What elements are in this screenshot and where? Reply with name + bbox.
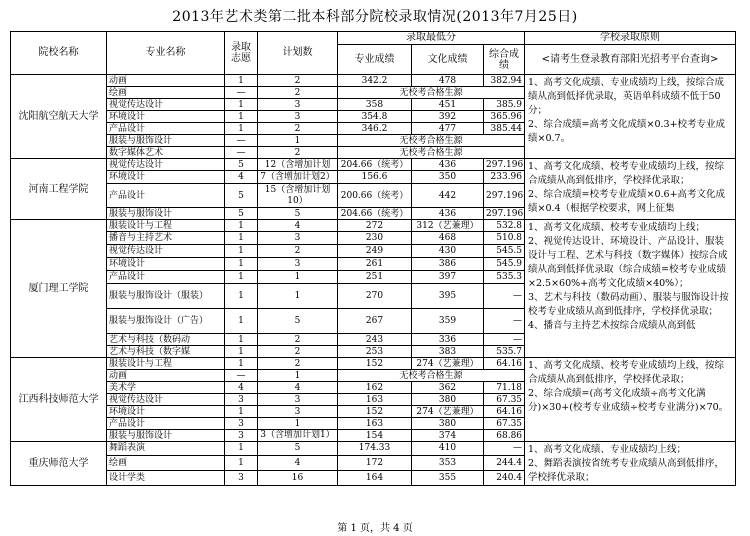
major-cell: 服装与服饰设计: [107, 430, 225, 442]
admit-cell: 1: [225, 232, 258, 245]
major-score-cell: 154: [338, 430, 412, 442]
school-name-cell: 江西科技师范大学: [11, 358, 107, 442]
major-score-cell: 249: [338, 245, 412, 258]
admission-rule-cell: [525, 442, 736, 486]
total-score-cell: 385.9: [484, 99, 525, 111]
major-score-cell: 172: [338, 455, 412, 470]
rule-text: [528, 359, 732, 415]
culture-score-cell: 355: [412, 470, 484, 485]
culture-score-cell: 374: [412, 430, 484, 442]
admit-cell: 1: [225, 358, 258, 370]
total-score-cell: 385.44: [484, 123, 525, 135]
table-row: [11, 75, 736, 87]
major-cell: 视觉传达设计: [107, 99, 225, 111]
rule-line: 2、综合成绩=校考专业成绩×0.6+高考文化成绩×0.4（根据学校要求，网上征集: [528, 189, 726, 214]
major-cell: 服装与服饰设计（广告）: [107, 309, 225, 334]
admit-cell: 3: [225, 418, 258, 430]
admit-cell: 5: [225, 159, 258, 171]
major-score-cell: 204.66（统考）: [338, 159, 412, 171]
admit-cell: —: [225, 147, 258, 159]
table-row: [11, 442, 736, 456]
major-cell: 服装与服饰设计（服装）: [107, 284, 225, 309]
school-name-cell: 河南工程学院: [11, 159, 107, 220]
culture-score-cell: 436: [412, 208, 484, 220]
total-score-cell: —: [484, 309, 525, 334]
admit-cell: 5: [225, 208, 258, 220]
plan-cell: 3: [258, 232, 338, 245]
admit-cell: 3: [225, 470, 258, 485]
total-score-cell: 64.16: [484, 358, 525, 370]
major-cell: 产品设计: [107, 271, 225, 284]
major-score-cell: 253: [338, 346, 412, 358]
total-score-cell: 67.35: [484, 418, 525, 430]
page-title: 2013年艺术类第二批本科部分院校录取情况(2013年7月25日): [172, 9, 578, 25]
total-score-cell: 365.96: [484, 111, 525, 123]
total-score-cell: 68.86: [484, 430, 525, 442]
total-score-cell: 510.8: [484, 232, 525, 245]
major-cell: 视觉传达设计: [107, 245, 225, 258]
school-name-cell: 沈阳航空航天大学: [11, 75, 107, 159]
header-rule: 学校录取原则: [525, 32, 736, 45]
major-cell: 服装设计与工程: [107, 220, 225, 232]
table-row: [11, 159, 736, 171]
plan-cell: 1: [258, 284, 338, 309]
major-cell: 服装与服饰设计: [107, 135, 225, 147]
rule-text: [528, 76, 732, 146]
plan-cell: 2: [258, 75, 338, 87]
total-score-cell: 71.18: [484, 382, 525, 394]
culture-score-cell: 410: [412, 442, 484, 456]
total-score-cell: 64.16: [484, 406, 525, 418]
culture-score-cell: 350: [412, 171, 484, 184]
major-score-cell: 200.66（统考）: [338, 184, 412, 208]
plan-cell: 5: [258, 442, 338, 456]
major-cell: 环境设计: [107, 406, 225, 418]
page-footer: 第 1 页，共 4 页: [337, 523, 413, 534]
major-cell: 视觉传达设计: [107, 394, 225, 406]
major-score-cell: 164: [338, 470, 412, 485]
no-candidate-cell: 无校考合格生源: [338, 147, 525, 159]
plan-cell: 7（含增加计划2）: [258, 171, 338, 184]
major-cell: 视觉传达设计: [107, 159, 225, 171]
culture-score-cell: 397: [412, 271, 484, 284]
table-body: [11, 75, 736, 486]
total-score-cell: —: [484, 334, 525, 346]
header-rule-note: <请考生登录教育部阳光招考平台查询>: [525, 45, 736, 75]
major-score-cell: 354.8: [338, 111, 412, 123]
plan-cell: 1: [258, 135, 338, 147]
admission-rule-cell: [525, 75, 736, 159]
culture-score-cell: 336: [412, 334, 484, 346]
rule-line: 2、视觉传达设计、环境设计、产品设计、服装设计与工程、艺术与科技（数字媒体）按综合成绩从高到低择优录取（综合成绩=校考专业成绩×2.5×60%+高考文化成绩×40%）；: [528, 236, 728, 289]
major-score-cell: 152: [338, 406, 412, 418]
admit-cell: 1: [225, 111, 258, 123]
plan-cell: 4: [258, 220, 338, 232]
plan-cell: 2: [258, 346, 338, 358]
major-score-cell: 272: [338, 220, 412, 232]
admit-cell: 1: [225, 258, 258, 271]
admit-cell: 1: [225, 99, 258, 111]
major-cell: 动画: [107, 75, 225, 87]
culture-score-cell: 353: [412, 455, 484, 470]
admit-cell: 1: [225, 346, 258, 358]
admit-cell: 1: [225, 123, 258, 135]
plan-cell: 4: [258, 382, 338, 394]
plan-cell: 1: [258, 418, 338, 430]
total-score-cell: 67.35: [484, 394, 525, 406]
culture-score-cell: 362: [412, 382, 484, 394]
total-score-cell: 382.94: [484, 75, 525, 87]
admit-cell: —: [225, 370, 258, 382]
plan-cell: 3（含增加计划1）: [258, 430, 338, 442]
major-cell: 播音与主持艺术: [107, 232, 225, 245]
major-score-cell: 174.33: [338, 442, 412, 456]
total-score-cell: 545.5: [484, 245, 525, 258]
culture-score-cell: 392: [412, 111, 484, 123]
header-plan: 计划数: [258, 32, 338, 75]
admit-cell: 3: [225, 430, 258, 442]
total-score-cell: 532.8: [484, 220, 525, 232]
total-score-cell: 297.196: [484, 159, 525, 171]
major-cell: 舞蹈表演: [107, 442, 225, 456]
major-score-cell: 270: [338, 284, 412, 309]
header-total-score: 综合成绩: [484, 45, 525, 75]
table-row: [11, 358, 736, 370]
admit-cell: 1: [225, 455, 258, 470]
major-cell: 产品设计: [107, 123, 225, 135]
rule-line: 1、高考文化成绩、校考专业成绩均上线，按综合成绩从高到低排序，学校择优录取；: [528, 161, 725, 186]
admit-cell: 1: [225, 406, 258, 418]
major-cell: 艺术与科技（数码动: [107, 334, 225, 346]
major-score-cell: 156.6: [338, 171, 412, 184]
major-score-cell: 204.66（统考）: [338, 208, 412, 220]
plan-cell: 1: [258, 370, 338, 382]
major-score-cell: 152: [338, 358, 412, 370]
rule-line: 2、舞蹈表演按省统考专业成绩从高到低排序，学校择优录取；: [528, 458, 725, 483]
total-score-cell: 233.96: [484, 171, 525, 184]
culture-score-cell: 386: [412, 258, 484, 271]
plan-cell: 3: [258, 258, 338, 271]
no-candidate-cell: 无校考合格生源: [338, 370, 525, 382]
total-score-cell: —: [484, 442, 525, 456]
total-score-cell: 535.7: [484, 346, 525, 358]
total-score-cell: 545.9: [484, 258, 525, 271]
major-cell: 服装设计与工程: [107, 358, 225, 370]
major-score-cell: 342.2: [338, 75, 412, 87]
major-score-cell: 163: [338, 418, 412, 430]
plan-cell: 2: [258, 123, 338, 135]
admission-table: [10, 31, 736, 486]
culture-score-cell: 274（艺兼理）: [412, 406, 484, 418]
culture-score-cell: 274（艺兼理）: [412, 358, 484, 370]
admit-cell: 1: [225, 284, 258, 309]
major-score-cell: 243: [338, 334, 412, 346]
major-cell: 产品设计: [107, 418, 225, 430]
rule-line: 1、高考文化成绩、校考专业成绩均上线；: [528, 222, 706, 233]
major-cell: 环境设计: [107, 171, 225, 184]
total-score-cell: 297.196: [484, 184, 525, 208]
plan-cell: 2: [258, 87, 338, 99]
culture-score-cell: 477: [412, 123, 484, 135]
rule-line: 1、高考文化成绩、专业成绩均上线，按综合成绩从高到低择优录取，英语单科成绩不低于50分；: [528, 77, 725, 116]
admit-cell: 3: [225, 394, 258, 406]
plan-cell: 3: [258, 406, 338, 418]
plan-cell: 16: [258, 470, 338, 485]
plan-cell: 5: [258, 208, 338, 220]
major-cell: 服装与服饰设计: [107, 208, 225, 220]
major-score-cell: 346.2: [338, 123, 412, 135]
major-score-cell: 251: [338, 271, 412, 284]
plan-cell: 4: [258, 455, 338, 470]
no-candidate-cell: 无校考合格生源: [338, 87, 525, 99]
major-cell: 美术学: [107, 382, 225, 394]
total-score-cell: —: [484, 284, 525, 309]
admit-cell: 1: [225, 271, 258, 284]
major-score-cell: 163: [338, 394, 412, 406]
admit-cell: 1: [225, 245, 258, 258]
total-score-cell: 297.196: [484, 208, 525, 220]
total-score-cell: 244.4: [484, 455, 525, 470]
major-cell: 环境设计: [107, 111, 225, 123]
rule-text: [528, 221, 732, 333]
culture-score-cell: 380: [412, 418, 484, 430]
plan-cell: 2: [258, 334, 338, 346]
admit-cell: 5: [225, 184, 258, 208]
culture-score-cell: 395: [412, 284, 484, 309]
admit-cell: 1: [225, 442, 258, 456]
admit-cell: 1: [225, 220, 258, 232]
culture-score-cell: 436: [412, 159, 484, 171]
plan-cell: 3: [258, 99, 338, 111]
culture-score-cell: 383: [412, 346, 484, 358]
culture-score-cell: 430: [412, 245, 484, 258]
plan-cell: 5: [258, 309, 338, 334]
rule-line: 2、综合成绩=高考文化成绩×0.3+校考专业成绩×0.7。: [528, 119, 726, 144]
header-major: 专业名称: [107, 32, 225, 75]
admit-cell: 4: [225, 171, 258, 184]
major-cell: 绘画: [107, 87, 225, 99]
plan-cell: 2: [258, 358, 338, 370]
culture-score-cell: 312（艺兼理）: [412, 220, 484, 232]
major-cell: 设计学类: [107, 470, 225, 485]
header-major-score: 专业成绩: [338, 45, 412, 75]
admission-rule-cell: [525, 220, 736, 358]
plan-cell: 12（含增加计划: [258, 159, 338, 171]
admit-cell: —: [225, 87, 258, 99]
school-name-cell: 重庆师范大学: [11, 442, 107, 486]
rule-line: 4、播音与主持艺术按综合成绩从高到低: [528, 320, 696, 331]
culture-score-cell: 359: [412, 309, 484, 334]
major-cell: 动画: [107, 370, 225, 382]
header-min-score: 录取最低分: [338, 32, 525, 45]
admission-rule-cell: [525, 159, 736, 220]
total-score-cell: 535.3: [484, 271, 525, 284]
admit-cell: 4: [225, 382, 258, 394]
admit-cell: 1: [225, 309, 258, 334]
plan-cell: 1: [258, 271, 338, 284]
total-score-cell: 240.4: [484, 470, 525, 485]
rule-text: [528, 160, 732, 216]
major-cell: 艺术与科技（数字媒: [107, 346, 225, 358]
plan-cell: 3: [258, 111, 338, 123]
no-candidate-cell: 无校考合格生源: [338, 135, 525, 147]
header-school: 院校名称: [11, 32, 107, 75]
rule-line: 2、综合成绩=(高考文化成绩÷高考文化满分)×30+(校考专业成绩÷校考专业满分)×70。: [528, 388, 729, 413]
culture-score-cell: 442: [412, 184, 484, 208]
admission-rule-cell: [525, 358, 736, 442]
culture-score-cell: 468: [412, 232, 484, 245]
table-row: [11, 220, 736, 232]
admit-cell: 1: [225, 75, 258, 87]
major-cell: 数字媒体艺术: [107, 147, 225, 159]
plan-cell: 15（含增加计划10）: [258, 184, 338, 208]
major-cell: 绘画: [107, 455, 225, 470]
rule-line: 1、高考文化成绩、校考专业成绩均上线，按综合成绩从高到低排序，学校择优录取；: [528, 360, 725, 385]
school-name-cell: 厦门理工学院: [11, 220, 107, 358]
header-culture-score: 文化成绩: [412, 45, 484, 75]
major-score-cell: 230: [338, 232, 412, 245]
plan-cell: 2: [258, 245, 338, 258]
header-admit: 录取 志愿: [225, 32, 258, 75]
rule-line: 3、艺术与科技（数码动画）、服装与服饰设计按校考专业成绩从高到低排序，学校择优录取；: [528, 292, 729, 317]
rule-line: 1、高考文化成绩、专业成绩均上线；: [528, 444, 687, 455]
admit-cell: 1: [225, 334, 258, 346]
rule-text: [528, 443, 732, 484]
major-score-cell: 261: [338, 258, 412, 271]
culture-score-cell: 478: [412, 75, 484, 87]
major-score-cell: 358: [338, 99, 412, 111]
culture-score-cell: 380: [412, 394, 484, 406]
major-score-cell: 267: [338, 309, 412, 334]
culture-score-cell: 451: [412, 99, 484, 111]
major-cell: 产品设计: [107, 184, 225, 208]
plan-cell: 3: [258, 394, 338, 406]
plan-cell: 2: [258, 147, 338, 159]
admit-cell: —: [225, 135, 258, 147]
major-cell: 环境设计: [107, 258, 225, 271]
major-score-cell: 162: [338, 382, 412, 394]
